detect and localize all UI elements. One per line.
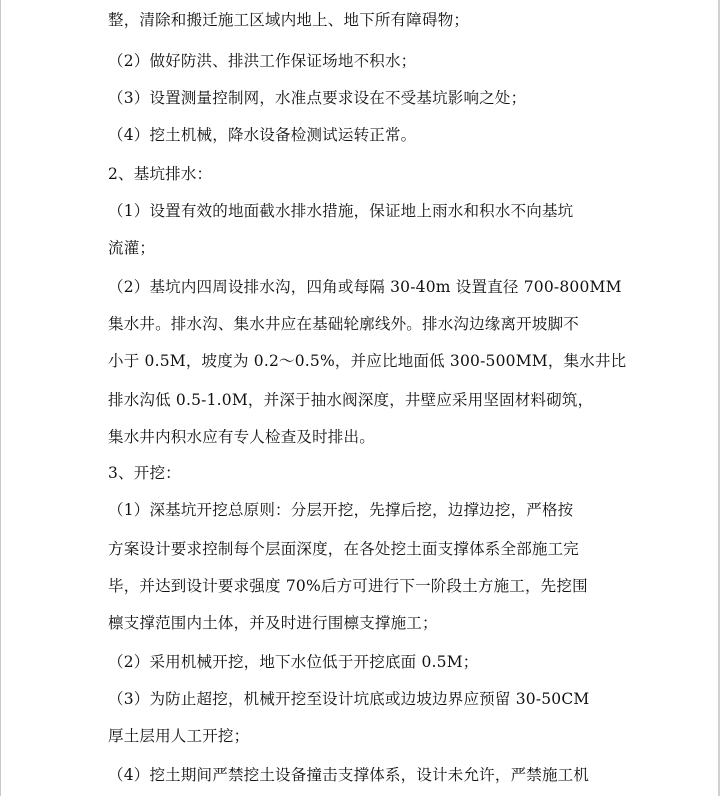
text-line: （4）挖土机械，降水设备检测试运转正常。	[108, 126, 417, 144]
text-line: 毕，并达到设计要求强度 70%后方可进行下一阶段土方施工，先挖围	[108, 577, 588, 595]
text-line: 排水沟低 0.5-1.0M，并深于抽水阀深度，井壁应采用坚固材料砌筑，	[108, 391, 594, 409]
text-line: （2）基坑内四周设排水沟，四角或每隔 30-40m 设置直径 700-800MM	[108, 278, 622, 296]
text-line: 小于 0.5M，坡度为 0.2～0.5%，并应比地面低 300-500MM，集水井比	[108, 352, 627, 370]
text-line: （4）挖土期间严禁挖土设备撞击支撑体系，设计未允许，严禁施工机	[108, 766, 590, 784]
text-line: （2）做好防洪、排洪工作保证场地不积水；	[108, 52, 417, 70]
text-line: （3）为防止超挖，机械开挖至设计坑底或边坡边界应预留 30-50CM	[108, 690, 590, 708]
text-line: 方案设计要求控制每个层面深度，在各处挖土面支撑体系全部施工完	[108, 540, 580, 558]
text-line: （2）采用机械开挖，地下水位低于开挖底面 0.5M；	[108, 653, 479, 671]
text-line: 檩支撑范围内土体，并及时进行围檩支撑施工；	[108, 614, 438, 632]
text-line: （3）设置测量控制网，水准点要求设在不受基坑影响之处；	[108, 89, 527, 107]
section-heading: 2、基坑排水：	[108, 165, 213, 183]
text-line: 集水井内积水应有专人检查及时排出。	[108, 428, 375, 446]
text-line: 集水井。排水沟、集水井应在基础轮廓线外。排水沟边缘离开坡脚不	[108, 315, 580, 333]
text-line: （1）深基坑开挖总原则：分层开挖，先撑后挖，边撑边挖，严格按	[108, 501, 574, 519]
text-line: 整，清除和搬迁施工区域内地上、地下所有障碍物；	[108, 11, 470, 29]
text-line: （1）设置有效的地面截水排水措施，保证地上雨水和积水不向基坑	[108, 202, 574, 220]
text-line: 厚土层用人工开挖；	[108, 727, 250, 745]
section-heading: 3、开挖：	[108, 464, 181, 482]
page-left-edge	[0, 0, 1, 796]
text-line: 流灌；	[108, 239, 156, 257]
